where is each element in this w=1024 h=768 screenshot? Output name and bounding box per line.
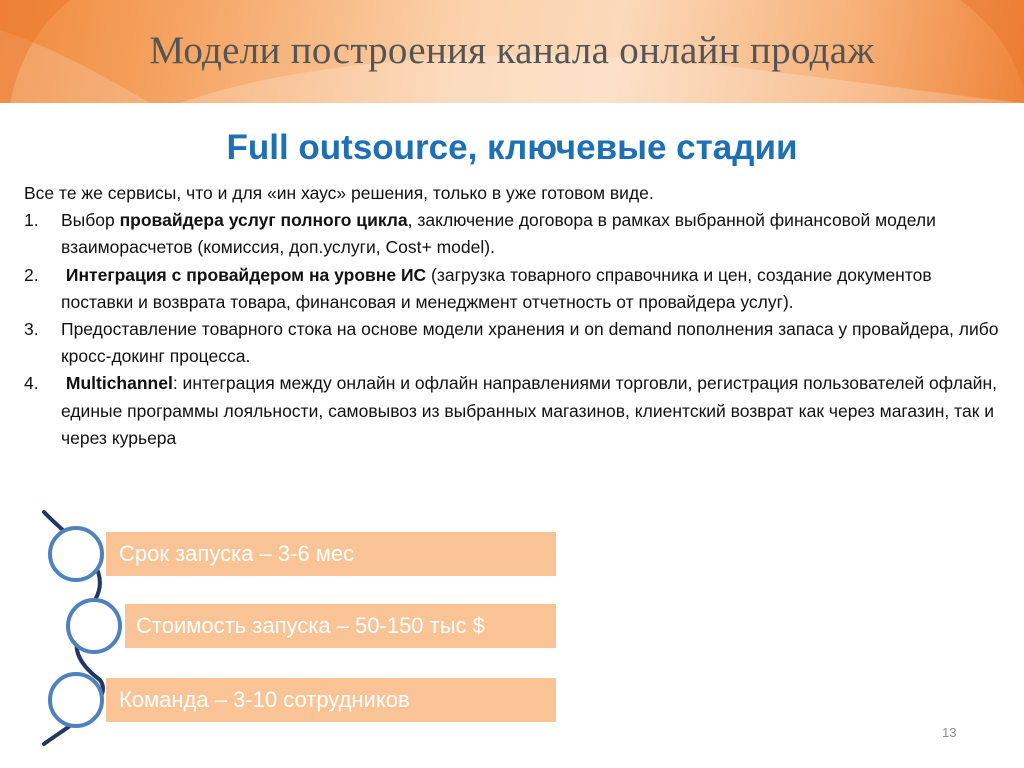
item-bold-text: Интеграция с провайдером на уровне ИС (65, 264, 427, 285)
item-prefix: Выбор (61, 210, 120, 231)
item-bold-text: Multichannel (65, 373, 173, 394)
item-text: (загрузка товарного справочника и цен, создание документов поставки и возврата товара, финансовая и менеджмент отчетность от провайдера услуг). (61, 264, 932, 312)
bullet-circle-icon (48, 526, 104, 582)
intro-paragraph: Все те же сервисы, что и для «ин хаус» решения, только в уже готовом виде. (24, 183, 654, 203)
launch-time-badge: Срок запуска – 3-6 мес (106, 532, 556, 576)
list-number: 3. (24, 319, 39, 340)
item-text: Предоставление товарного стока на основе модели хранения и on demand пополнения запаса у провайдера, либо кросс-докинг процесса. (61, 319, 999, 367)
launch-cost-badge: Стоимость запуска – 50-150 тыс $ (125, 604, 556, 648)
page-number: 13 (942, 725, 957, 740)
item-text: , заключение договора в рамках выбранной финансовой модели взаиморасчетов (комиссия, доп.услуги, Cost+ model). (61, 210, 936, 258)
slide-title: Модели построения канала онлайн продаж (149, 29, 875, 72)
bullet-circle-icon (66, 598, 122, 654)
item-bold-text: провайдера услуг полного цикла (119, 210, 408, 231)
bullet-circle-icon (48, 672, 104, 728)
team-size-badge: Команда – 3-10 сотрудников (106, 678, 556, 722)
item-text: : интеграция между онлайн и офлайн направлениями торговли, регистрация пользователей офлайн, единые программы лояльности, самовывоз из выбранных магазинов, клиентский возврат как через магазин, так и через курьера (61, 373, 997, 448)
section-heading: Full outsource, ключевые стадии (226, 128, 798, 167)
list-number: 1. (24, 210, 39, 231)
list-number: 4. (24, 373, 39, 394)
list-number: 2. (24, 264, 39, 285)
